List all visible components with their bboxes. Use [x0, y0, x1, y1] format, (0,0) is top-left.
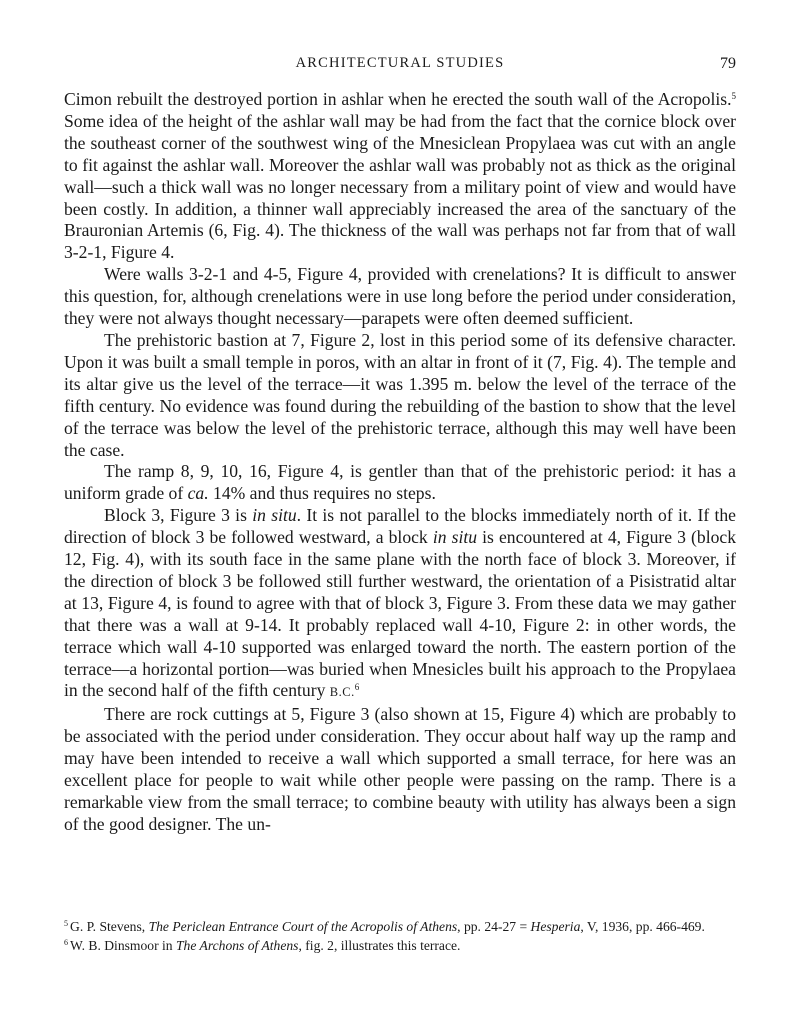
footnote-ref-6: 6 [354, 682, 360, 693]
paragraph-5 [64, 505, 736, 704]
footnote-5-author: G. P. Stevens, [70, 919, 149, 934]
paragraph-4-italic: ca. [187, 483, 209, 504]
footnote-5-mark: 5 [64, 919, 68, 928]
paragraph-3: The prehistoric bastion at 7, Figure 2, lost in this period some of its defensive character. Upon it was built a small temple in poros, with an altar in front of it (7, Fig. 4). The temple and its altar give us the level of the terrace—it was 1.395 m. below the level of the terrace of the fifth century. No evidence was found during the rebuilding of the bastion to show that the level of the terrace was below the level of the prehistoric terrace, although this may well have been the case. [64, 329, 736, 460]
paragraph-4-text-a: The ramp 8, 9, 10, 16, Figure 4, is gentler than that of the prehistoric period: it has a uniform grade of [64, 461, 736, 504]
paragraph-1 [64, 89, 736, 264]
paragraph-1-text-a: Cimon rebuilt the destroyed portion in ashlar when he erected the south wall of the Acropolis. [64, 89, 732, 109]
paragraph-5-text-b: . It is not parallel to the blocks immediately north of it. If the direction of block 3 be followed westward, a block [64, 505, 736, 548]
paragraph-4 [64, 461, 736, 505]
footnotes [64, 918, 736, 955]
footnote-6-mark: 6 [64, 937, 68, 947]
paragraph-1-text-b: Some idea of the height of the ashlar wall may be had from the fact that the cornice block over the southeast corner of the southwest wing of the Mnesiclean Propylaea was cut with an angle to fit against the ashlar wall. Moreover the ashlar wall was probably not as thick as the original wall—such a thick wall was no longer necessary from a military point of view and would have been costly. In addition, a thinner wall appreciably increased the area of the sanctuary of the Brauronian Artemis (6, Fig. 4). The thickness of the wall was perhaps not far from that of wall 3-2-1, Figure 4. [64, 110, 736, 263]
paragraph-5-italic-b: in situ [432, 527, 478, 548]
paragraph-4-text-b: 14% and thus requires no steps. [208, 483, 436, 504]
footnote-6 [64, 937, 736, 956]
footnote-6-rest: , fig. 2, illustrates this terrace. [298, 937, 461, 953]
footnote-ref-5: 5 [731, 91, 736, 101]
paragraph-5-text-a: Block 3, Figure 3 is [104, 505, 253, 526]
body-text [64, 89, 736, 836]
paragraph-5-text-c: is encountered at 4, Figure 3 (block 12, Fig. 4), with its south face in the same plane with the north face of block 3. Moreover, if the direction of block 3 be followed still further westward, the orientation of a Pisistratid altar at 13, Figure 4, is found to agree with that of block 3, Figure 3. From these data we may gather that there was a wall at 9-14. It probably replaced wall 4-10, Figure 2: in other words, the terrace which wall 4-10 supported was enlarged toward the north. The eastern portion of the terrace—a horizontal portion—was buried when Mnesicles built his approach to the Propylaea in the second half of the fifth century [64, 527, 736, 701]
page-number: 79 [720, 55, 736, 72]
footnote-5-title: The Periclean Entrance Court of the Acropolis of Athens [148, 919, 458, 934]
footnote-5-pages: , pp. 24-27 = [457, 919, 531, 934]
paragraph-6: There are rock cuttings at 5, Figure 3 (also shown at 15, Figure 4) which are probably to be associated with the period under consideration. They occur about half way up the ramp and may have been intended to receive a wall which supported a small terrace, for here was an excellent place for people to wait while other people were passing on the ramp. There is a remarkable view from the small terrace; to combine beauty with utility has always been a sign of the good designer. The un- [64, 704, 736, 834]
era-abbreviation: B.C. [329, 685, 355, 700]
footnote-5-rest: , V, 1936, pp. 466-469. [580, 919, 705, 934]
running-head: ARCHITECTURAL STUDIES [295, 55, 505, 71]
footnote-6-author: W. B. Dinsmoor in [70, 937, 176, 953]
paragraph-5-italic-a: in situ [252, 505, 297, 526]
page-header [64, 55, 736, 77]
footnote-5-journal: Hesperia [530, 919, 581, 934]
paragraph-2: Were walls 3-2-1 and 4-5, Figure 4, provided with crenelations? It is difficult to answer this question, for, although crenelations were in use long before the period under consideration, they were not always thought necessary—parapets were often deemed sufficient. [64, 264, 736, 329]
footnote-5 [64, 918, 736, 937]
footnote-6-title: The Archons of Athens [176, 937, 299, 953]
